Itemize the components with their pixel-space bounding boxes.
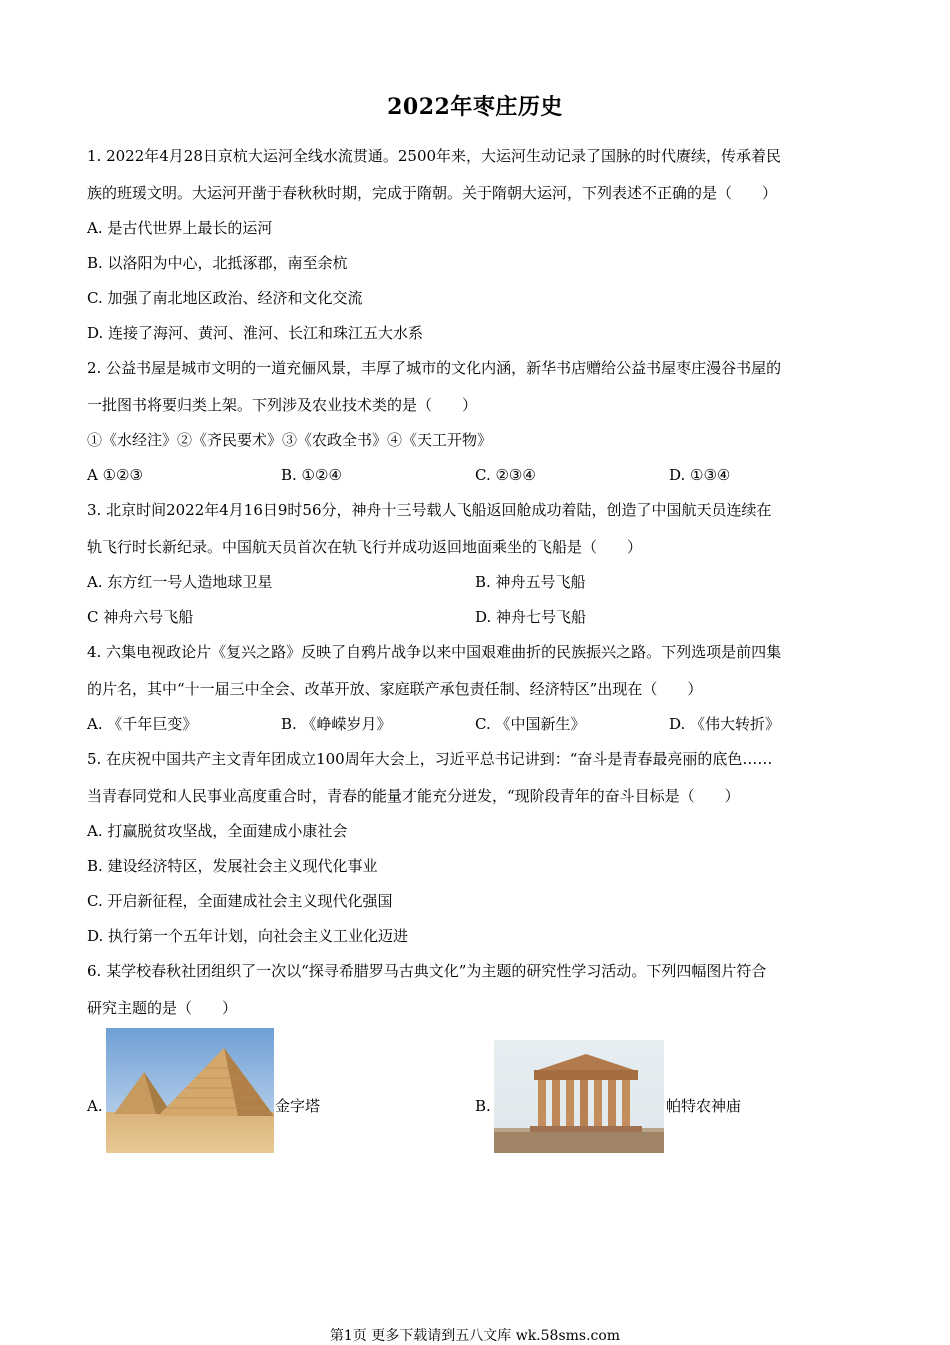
q1-stem-line2: 族的班瑗文明。大运河开凿于春秋秋时期，完成于隋朝。关于隋朝大运河，下列表述不正确的是（ ） — [87, 184, 778, 202]
q6-option-b-label: B. — [475, 1097, 491, 1115]
q5-option-c: C. 开启新征程，全面建成社会主义现代化强国 — [87, 892, 393, 910]
q5-option-d: D. 执行第一个五年计划，向社会主义工业化迈进 — [87, 927, 409, 945]
q3-option-a: A. 东方红一号人造地球卫星 — [87, 573, 273, 591]
q2-stem-line1: 2. 公益书屋是城市文明的一道充俪风景，丰厚了城市的文化内涵，新华书店赠给公益书屋枣庄漫谷书屋的 — [87, 359, 782, 377]
q5-option-a: A. 打赢脱贫攻坚战，全面建成小康社会 — [87, 822, 348, 840]
q2-option-b: B. ①②④ — [281, 466, 342, 484]
q3-option-b: B. 神舟五号飞船 — [475, 573, 586, 591]
q6-option-a-label: A. — [87, 1097, 103, 1115]
q2-items: ①《水经注》②《齐民要术》③《农政全书》④《天工开物》 — [87, 431, 493, 449]
q1-option-d: D. 连接了海河、黄河、淮河、长江和珠江五大水系 — [87, 324, 424, 342]
q6-stem-line1: 6. 某学校春秋社团组织了一次以“探寻希腊罗马古典文化”为主题的研究性学习活动。下列四幅图片符合 — [87, 962, 767, 980]
q2-option-c: C. ②③④ — [475, 466, 536, 484]
parthenon-image — [494, 1040, 664, 1153]
q5-stem-line1: 5. 在庆祝中国共产主文青年团成立100周年大会上，习近平总书记讲到：“奋斗是青春最亮丽的底色…… — [87, 750, 773, 768]
q4-option-b: B. 《峥嵘岁月》 — [281, 715, 392, 733]
q1-stem-line1: 1. 2022年4月28日京杭大运河全线水流贯通。2500年来，大运河生动记录了国脉的时代赓续，传承着民 — [87, 147, 782, 165]
q2-option-a: A ①②③ — [87, 466, 143, 484]
q1-option-a: A. 是古代世界上最长的运河 — [87, 219, 273, 237]
q6-option-a-caption: 金字塔 — [275, 1097, 321, 1115]
q4-stem-line1: 4. 六集电视政论片《复兴之路》反映了自鸦片战争以来中国艰难曲折的民族振兴之路。下列选项是前四集 — [87, 643, 782, 661]
q5-stem-line2: 当青春同党和人民事业高度重合时，青春的能量才能充分迸发，“现阶段青年的奋斗目标是（ ） — [87, 787, 740, 805]
page-title: 2022年枣庄历史 — [387, 94, 563, 120]
q3-stem-line2: 轨飞行时长新纪录。中国航天员首次在轨飞行并成功返回地面乘坐的飞船是（ ） — [87, 538, 643, 556]
q3-option-d: D. 神舟七号飞船 — [475, 608, 587, 626]
pyramids-image — [106, 1028, 274, 1153]
q6-stem-line2: 研究主题的是（ ） — [87, 999, 238, 1017]
page-footer: 第1页 更多下载请到五八文库 wk.58sms.com — [329, 1328, 621, 1344]
q4-option-a: A. 《千年巨变》 — [87, 715, 198, 733]
q1-option-b: B. 以洛阳为中心，北抵涿郡，南至余杭 — [87, 254, 348, 272]
q2-stem-line2: 一批图书将要归类上架。下列涉及农业技术类的是（ ） — [87, 396, 478, 414]
q5-option-b: B. 建设经济特区，发展社会主义现代化事业 — [87, 857, 378, 875]
q6-option-b-caption: 帕特农神庙 — [666, 1097, 742, 1115]
q4-option-c: C. 《中国新生》 — [475, 715, 586, 733]
q3-option-c: C 神舟六号飞船 — [87, 608, 194, 626]
q4-option-d: D. 《伟大转折》 — [669, 715, 781, 733]
q2-option-d: D. ①③④ — [669, 466, 731, 484]
q4-stem-line2: 的片名，其中“十一届三中全会、改革开放、家庭联产承包责任制、经济特区”出现在（ ） — [87, 680, 703, 698]
q1-option-c: C. 加强了南北地区政治、经济和文化交流 — [87, 289, 363, 307]
q3-stem-line1: 3. 北京时间2022年4月16日9时56分，神舟十三号载人飞船返回舱成功着陆，创造了中国航天员连续在 — [87, 501, 772, 519]
